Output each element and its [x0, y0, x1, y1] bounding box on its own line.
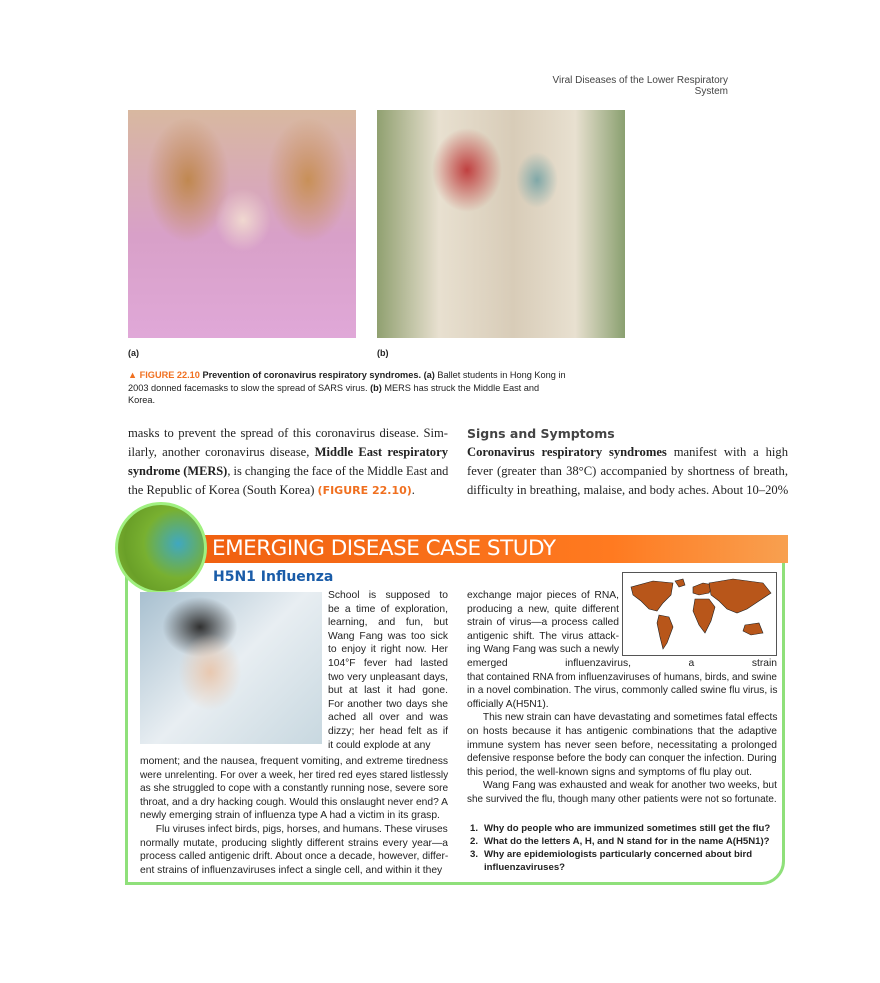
section-heading: Signs and Symptoms — [467, 426, 615, 441]
text-span: manifest with a high — [666, 445, 788, 459]
text-line: throat, and a dry hacking cough. Would this onslaught never end? A — [140, 796, 448, 808]
text-line: fever (greater than 38°C) accompanied by shortness of breath, — [467, 464, 788, 478]
question-number: 1. — [470, 823, 479, 834]
caption-b-text: MERS has struck the Middle East and Korea. — [128, 382, 540, 405]
photo-sick-student — [140, 592, 322, 744]
key-term: Coronavirus respiratory syndromes — [467, 445, 667, 459]
text-line — [128, 462, 448, 481]
text-line: that contained RNA from influenzaviruses of humans, birds, and swine — [467, 671, 777, 683]
text-line: process called antigenic drift. About once a decade, however, differ- — [140, 851, 449, 863]
question-text: Why are epidemiologists particularly concerned about bird influenzaviruses? — [484, 849, 753, 873]
text-line: Flu viruses infect birds, pigs, horses, and humans. These viruses — [155, 823, 448, 835]
caption-a-tag: (a) — [423, 370, 435, 380]
case-text-col1-top — [328, 589, 448, 752]
running-head: Viral Diseases of the Lower Respiratory System — [552, 75, 728, 97]
world-map — [622, 572, 777, 656]
question-text: What do the letters A, H, and N stand for in the name A(H5N1)? — [484, 836, 770, 847]
text-line: newly emerging strain of influenza type A had a victim in its grasp. — [140, 810, 440, 822]
text-line: emerged influenzavirus, a strain — [467, 658, 777, 669]
text-line: This new strain can have devastating and sometimes fatal effects — [482, 712, 778, 724]
text-span: . — [411, 483, 415, 497]
text-line: moment; and the nausea, frequent vomiting, and extreme tiredness — [140, 756, 448, 767]
text-line: strain of virus—a process called — [467, 617, 619, 629]
text-line: dizzy; her head felt as if — [328, 725, 448, 737]
text-line: it could explode at any — [328, 739, 431, 751]
text-line: learning, and fun, but — [328, 617, 448, 629]
figure-caption — [128, 369, 568, 407]
text-line: in a novel combination. The virus, commonly called swine flu virus, is — [467, 685, 778, 697]
question-number: 2. — [470, 836, 479, 847]
text-line: immune system has never seen before, necessitating a prolonged — [467, 739, 777, 751]
text-line: two very unpleasant days, — [328, 671, 448, 683]
case-text-col2-top — [467, 589, 619, 657]
text-line: ached all over and was — [328, 712, 448, 724]
text-line: normally mutate, producing slightly different strains every year—a — [140, 837, 448, 849]
text-line: masks to prevent the spread of this coronavirus disease. Sim- — [128, 426, 448, 440]
body-text-left — [128, 424, 448, 500]
text-span: , is changing the face of the Middle East and — [227, 464, 449, 478]
question-item — [470, 848, 780, 874]
text-line: 104°F fever had lasted — [328, 657, 448, 669]
caption-b-tag: (b) — [370, 382, 382, 393]
text-line — [128, 481, 448, 500]
case-study-circle-icon — [115, 502, 207, 594]
text-line — [467, 443, 788, 462]
question-item — [470, 835, 780, 848]
question-item — [470, 822, 780, 835]
text-line: on hosts because it has antigenic combinations that the adaptive — [467, 725, 777, 737]
body-text-right — [467, 424, 788, 500]
text-line: as she struggled to cope with a constantly running nose, severe sore — [140, 783, 449, 795]
text-line: but at last it had gone. — [328, 685, 448, 697]
text-span: ilarly, another coronavirus disease, — [128, 445, 315, 459]
text-line — [128, 443, 448, 462]
text-line: ing Wang Fang was such a newly — [467, 644, 620, 656]
question-text: Why do people who are immunized sometimes still get the flu? — [484, 823, 771, 834]
text-line: to enjoy it right now. Her — [328, 644, 448, 656]
figure-reference-link[interactable]: (FIGURE 22.10) — [317, 484, 412, 497]
text-line: difficulty in breathing, malaise, and body aches. About 10–20% — [467, 483, 789, 497]
text-line: were unrelenting. For over a week, her tired red eyes stared listlessly — [140, 769, 449, 781]
text-line: ent strains of influenzaviruses infect a single cell, and within it they — [140, 864, 443, 876]
text-line: defensive response before the body can conquer the infection. During — [467, 753, 777, 765]
text-line: be a time of exploration, — [328, 603, 448, 615]
case-study-questions — [470, 822, 780, 874]
text-line: producing a new, quite different — [467, 603, 619, 615]
photo-b-label: (b) — [377, 348, 389, 358]
figure-title: Prevention of coronavirus respiratory syndromes. — [202, 370, 421, 380]
figure-number: ▲ FIGURE 22.10 — [128, 370, 200, 380]
photo-ballet-students-facemasks — [128, 110, 356, 338]
text-span: the Republic of Korea (South Korea) — [128, 483, 318, 497]
caption-a-text: Ballet students in Hong Kong in 2003 donned facemasks to slow the spread of SARS virus. — [128, 370, 566, 393]
text-line: Wang Fang was exhausted and weak for another two weeks, but — [482, 780, 777, 792]
photo-a-label: (a) — [128, 348, 139, 358]
text-line: this period, the well-known signs and symptoms of flu play out. — [467, 766, 753, 778]
world-map-icon — [623, 573, 776, 655]
question-number: 3. — [470, 849, 479, 860]
case-text-col1-bottom — [140, 755, 448, 877]
case-study-banner-title: EMERGING DISEASE CASE STUDY — [212, 536, 556, 561]
photo-mers-masked-men — [377, 110, 625, 338]
text-line: For another two days she — [328, 698, 448, 710]
key-term: syndrome (MERS) — [128, 464, 228, 478]
case-study-title: H5N1 Influenza — [213, 569, 334, 585]
text-line: she survived the flu, though many other patients were not so fortunate. — [467, 793, 777, 805]
text-line: School is supposed to — [328, 590, 448, 601]
text-line: antigenic shift. The virus attack- — [467, 630, 619, 642]
key-term: Middle East respiratory — [314, 445, 448, 459]
text-line: officially A(H5N1). — [467, 698, 549, 710]
text-line: Wang Fang was too sick — [328, 630, 448, 642]
text-line: exchange major pieces of RNA, — [467, 590, 619, 601]
case-text-col2-bottom — [467, 657, 777, 807]
